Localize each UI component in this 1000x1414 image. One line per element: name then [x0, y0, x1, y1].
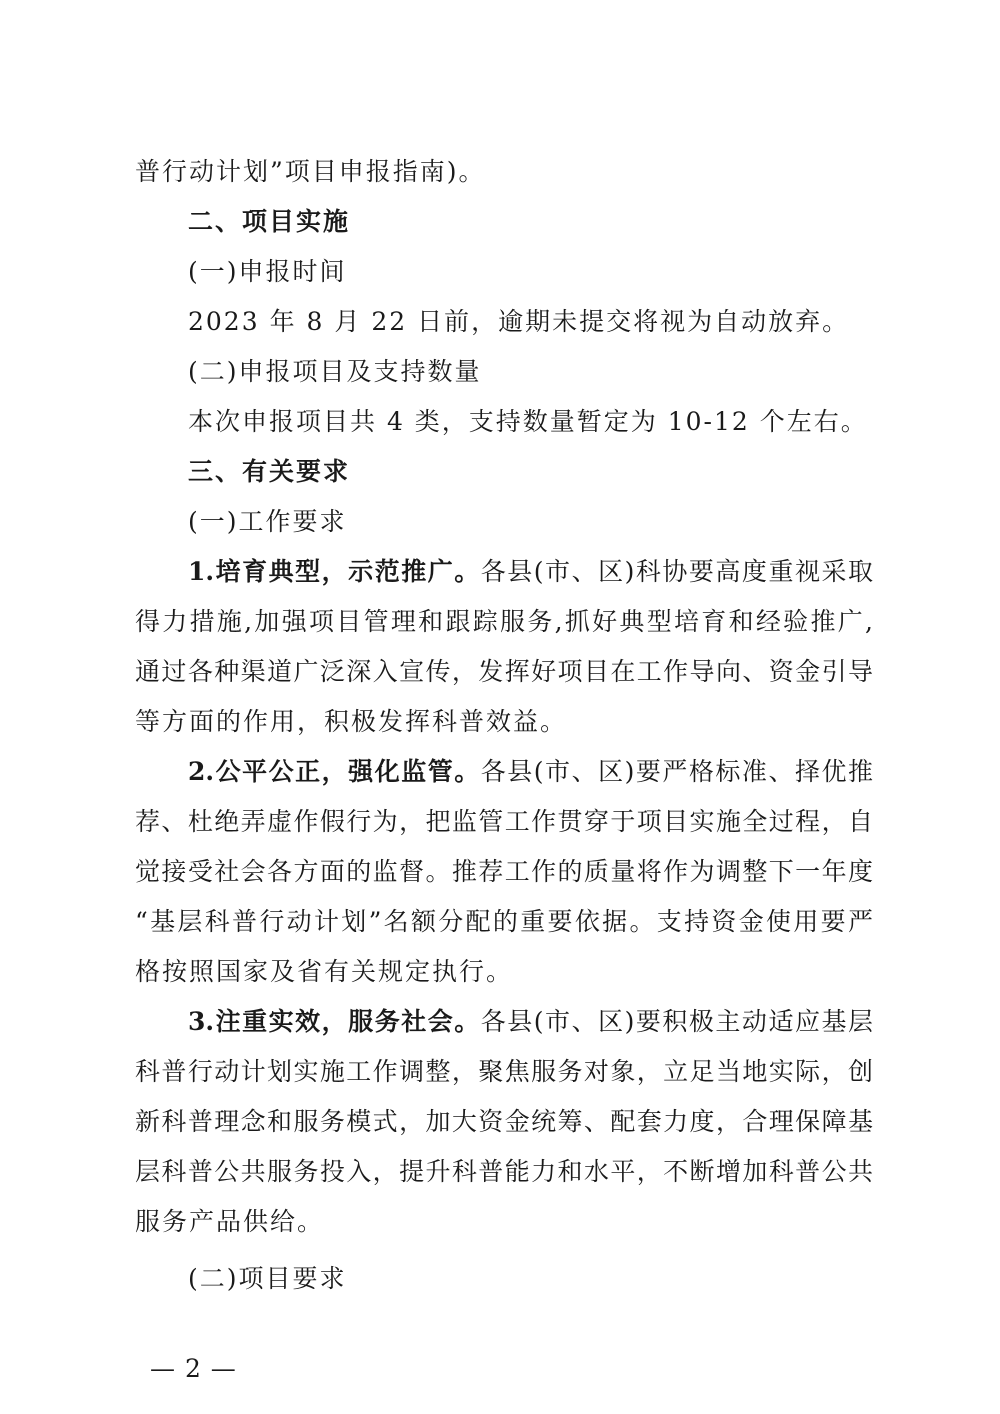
req3-line4: 层科普公共服务投入，提升科普能力和水平，不断增加科普公共	[135, 1157, 873, 1186]
req2-line5: 格按照国家及省有关规定执行。	[135, 957, 514, 986]
subheading-application-time: (一)申报时间	[188, 257, 347, 286]
req1-line3: 通过各种渠道广泛深入宣传，发挥好项目在工作导向、资金引导	[135, 657, 873, 686]
req1-line2: 得力措施,加强项目管理和跟踪服务,抓好典型培育和经验推广,	[135, 607, 873, 636]
req1-lead: 1.培育典型，示范推广。	[188, 557, 481, 586]
req1-line1	[188, 555, 873, 589]
req3-line1	[188, 1005, 873, 1039]
req3-line3: 新科普理念和服务模式，加大资金统筹、配套力度，合理保障基	[135, 1107, 873, 1136]
paragraph-continuation: 普行动计划”项目申报指南)。	[135, 157, 486, 186]
subheading-project-requirements: (二)项目要求	[188, 1264, 347, 1293]
req3-rest: 各县(市、区)要积极主动适应基层	[480, 1007, 873, 1036]
req3-lead: 3.注重实效，服务社会。	[188, 1007, 481, 1036]
req1-line4: 等方面的作用，积极发挥科普效益。	[135, 707, 568, 736]
req2-line3: 觉接受社会各方面的监督。推荐工作的质量将作为调整下一年度	[135, 857, 873, 886]
req2-line2: 荐、杜绝弄虚作假行为，把监管工作贯穿于项目实施全过程，自	[135, 807, 873, 836]
subheading-projects-and-quantity: (二)申报项目及支持数量	[188, 357, 482, 386]
page-number: — 2 —	[150, 1354, 237, 1383]
application-deadline-text: 2023 年 8 月 22 日前，逾期未提交将视为自动放弃。	[188, 307, 850, 336]
heading-requirements: 三、有关要求	[188, 457, 351, 486]
req2-line4: “基层科普行动计划”名额分配的重要依据。支持资金使用要严	[135, 907, 873, 936]
req2-line1	[188, 755, 873, 789]
req3-line2: 科普行动计划实施工作调整，聚焦服务对象，立足当地实际，创	[135, 1057, 873, 1086]
req2-rest: 各县(市、区)要严格标准、择优推	[480, 757, 873, 786]
req1-rest: 各县(市、区)科协要高度重视采取	[480, 557, 873, 586]
subheading-work-requirements: (一)工作要求	[188, 507, 347, 536]
heading-project-implementation: 二、项目实施	[188, 207, 351, 236]
req3-line5: 服务产品供给。	[135, 1207, 325, 1236]
req2-lead: 2.公平公正，强化监管。	[188, 757, 481, 786]
projects-quantity-text: 本次申报项目共 4 类，支持数量暂定为 10-12 个左右。	[188, 407, 868, 436]
